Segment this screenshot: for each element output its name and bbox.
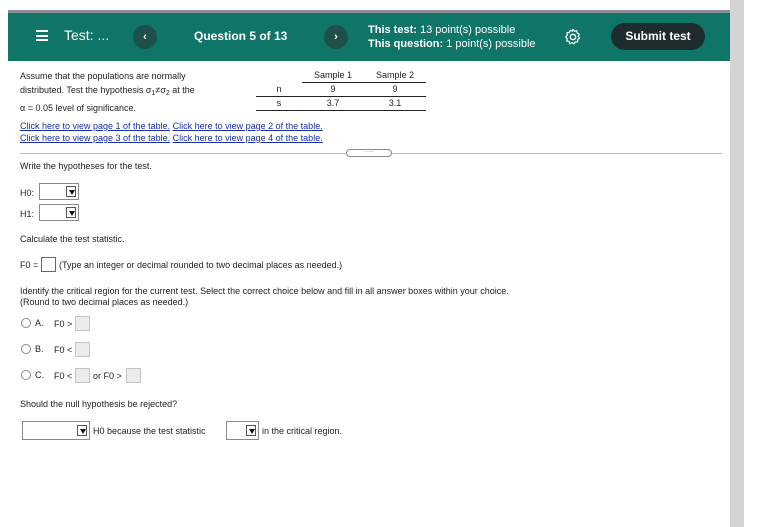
menu-icon[interactable]: [36, 30, 48, 41]
critical-instruction: Identify the critical region for the current test. Select the correct choice below and fill in all answer boxes within your choice.: [20, 286, 509, 296]
option-c-input-upper[interactable]: [126, 368, 141, 383]
critical-hint: (Round to two decimal places as needed.): [20, 297, 189, 307]
test-header: [8, 13, 730, 61]
h1-label: H1:: [20, 209, 35, 219]
link-table-page-2[interactable]: Click here to view page 2 of the table.: [172, 121, 323, 131]
f0-label: F0 =: [20, 260, 39, 270]
link-table-page-4[interactable]: Click here to view page 4 of the table.: [172, 133, 323, 143]
option-a-letter: A.: [35, 318, 44, 328]
option-c-letter: C.: [35, 370, 44, 380]
table-cell: n: [256, 82, 302, 96]
table-header-sample1: Sample 1: [302, 68, 364, 82]
table-row: [256, 96, 426, 110]
table-header-blank: [256, 68, 302, 82]
region-dropdown[interactable]: [226, 421, 259, 440]
next-question-button[interactable]: ›: [324, 25, 348, 49]
h1-dropdown[interactable]: [39, 204, 79, 221]
window-edge: [744, 0, 762, 527]
this-test-label: This test:: [368, 24, 417, 36]
option-a-input[interactable]: [75, 316, 90, 331]
table-cell: 3.7: [302, 96, 364, 110]
this-test-value: 13 point(s) possible: [419, 24, 516, 36]
table-cell: 3.1: [364, 96, 426, 110]
option-b-input[interactable]: [75, 342, 90, 357]
chevron-down-icon: [66, 186, 76, 197]
sample-data-table: [256, 68, 426, 111]
problem-line-3: α = 0.05 level of significance.: [20, 103, 137, 113]
option-c-radio[interactable]: [21, 370, 31, 380]
test-statistic-input[interactable]: [41, 257, 56, 272]
table-cell: s: [256, 96, 302, 110]
this-question-value: 1 point(s) possible: [446, 38, 536, 50]
question-counter[interactable]: Question 5 of 13: [194, 29, 288, 43]
chevron-down-icon: [66, 207, 76, 218]
this-question-label: This question:: [368, 38, 444, 50]
table-header-sample2: Sample 2: [364, 68, 426, 82]
expand-handle[interactable]: ·····: [346, 149, 392, 157]
gear-icon[interactable]: [564, 28, 582, 46]
h0-dropdown[interactable]: [39, 183, 79, 200]
test-title[interactable]: Test: ...: [64, 27, 110, 43]
conclusion-text-2: in the critical region.: [262, 426, 343, 436]
problem-statement: [20, 69, 240, 115]
chevron-down-icon: [77, 425, 87, 436]
previous-question-button[interactable]: ‹: [133, 25, 157, 49]
option-a-text: F0 >: [54, 319, 73, 329]
option-b-text: F0 <: [54, 345, 73, 355]
statistic-hint: (Type an integer or decimal rounded to two decimal places as needed.): [59, 260, 343, 270]
h0-label: H0:: [20, 188, 35, 198]
table-links: [20, 120, 323, 144]
option-c-input-lower[interactable]: [75, 368, 90, 383]
conclusion-text-1: H0 because the test statistic: [93, 426, 206, 436]
option-c-text-2: or F0 >: [93, 371, 122, 381]
link-table-page-1[interactable]: Click here to view page 1 of the table.: [20, 121, 171, 131]
problem-line-2: distributed. Test the hypothesis $\sigma_1\ne\sigma_2$ at the: [20, 85, 195, 97]
scrollbar[interactable]: [730, 0, 744, 527]
statistic-instruction: Calculate the test statistic.: [20, 234, 125, 244]
table-cell: 9: [302, 82, 364, 96]
option-c-text-1: F0 <: [54, 371, 73, 381]
points-info: [368, 23, 536, 51]
submit-test-button[interactable]: Submit test: [611, 23, 705, 50]
option-b-radio[interactable]: [21, 344, 31, 354]
reject-decision-dropdown[interactable]: [22, 421, 90, 440]
table-cell: 9: [364, 82, 426, 96]
chevron-down-icon: [246, 425, 256, 436]
option-b-letter: B.: [35, 344, 44, 354]
problem-line-1: Assume that the populations are normally: [20, 71, 186, 81]
hypotheses-instruction: Write the hypotheses for the test.: [20, 161, 152, 171]
conclusion-question: Should the null hypothesis be rejected?: [20, 399, 178, 409]
table-row: [256, 82, 426, 96]
option-a-radio[interactable]: [21, 318, 31, 328]
link-table-page-3[interactable]: Click here to view page 3 of the table.: [20, 133, 171, 143]
